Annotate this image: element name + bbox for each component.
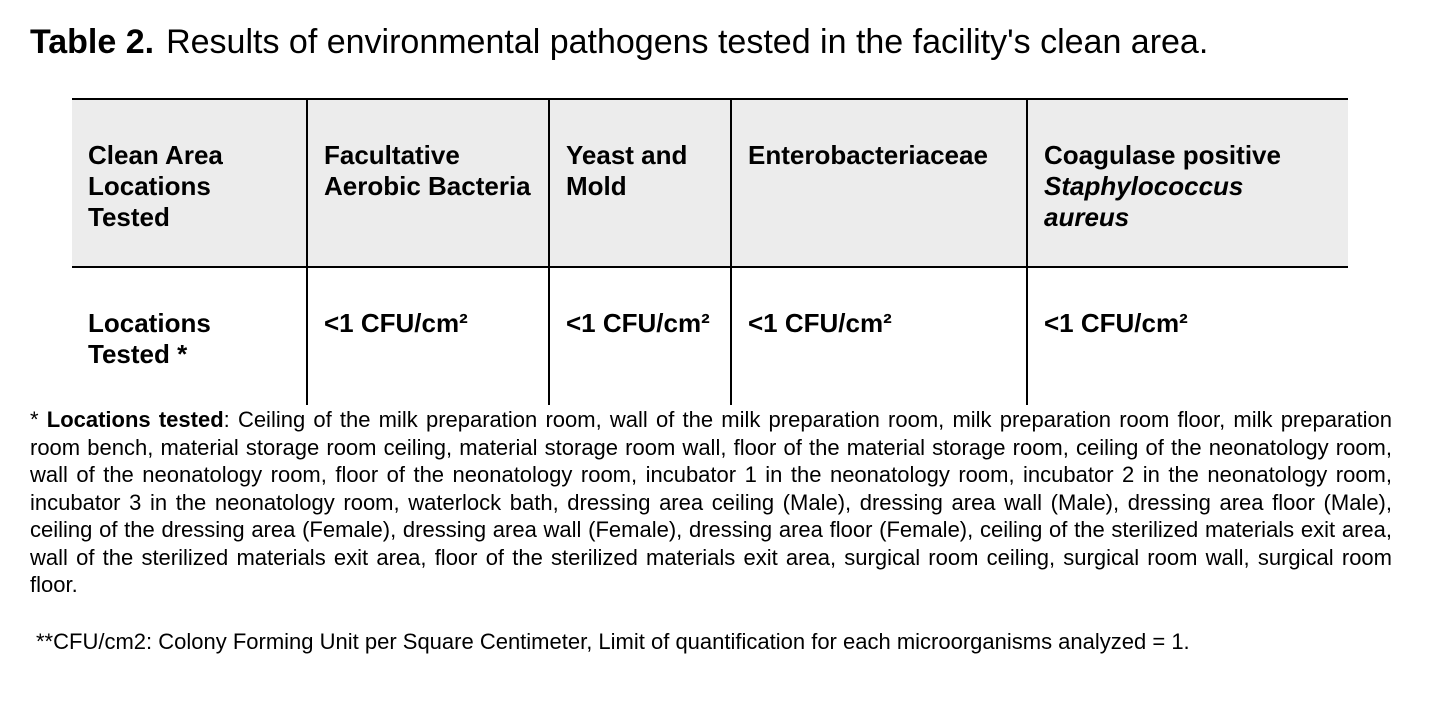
note-text: : Ceiling of the milk preparation room, wall of the milk preparation room, milk preparation room floor, milk preparation room bench, material storage room ceiling, material storage room wall, floor of the material storage room, ceiling of the neonatology room, wall of the neonatology room, floor of the neonatology room, incubator 1 in the neonatology room, incubator 2 in the neonatology room, incubator 3 in the neonatology room, waterlock bath, dressing area ceiling (Male), dressing area wall (Male), dressing area floor (Male), ceiling of the dressing area (Female), dressing area wall (Female), dressing area floor (Female), ceiling of the sterilized materials exit area, wall of the sterilized materials exit area, floor of the sterilized materials exit area, surgical room ceiling, surgical room wall, surgical room floor. <box>30 407 1392 597</box>
cfu-footnote: **CFU/cm2: Colony Forming Unit per Square Centimeter, Limit of quantification for each microorganisms analyzed = 1. <box>36 629 1190 654</box>
cell-enterobacteriaceae: <1 CFU/cm² <box>731 267 1027 405</box>
header-locations: Clean Area Locations Tested <box>72 99 307 267</box>
caption-label: Table 2. <box>30 23 155 61</box>
note-label: Locations tested <box>46 407 224 432</box>
header-yeast-and-mold: Yeast and Mold <box>549 99 731 267</box>
header-enterobacteriaceae: Enterobacteriaceae <box>731 99 1027 267</box>
cell-facultative-aerobic-bacteria: <1 CFU/cm² <box>307 267 549 405</box>
table-caption <box>30 20 1208 64</box>
note-prefix: * <box>30 407 47 432</box>
cell-yeast-and-mold: <1 CFU/cm² <box>549 267 731 405</box>
header-coagulase-text: Coagulase positive <box>1044 140 1281 170</box>
header-facultative-aerobic-bacteria: Facultative Aerobic Bacteria <box>307 99 549 267</box>
header-staph-italic: Staphylococcus aureus <box>1044 171 1244 232</box>
caption-text: Results of environmental pathogens tested in the facility's clean area. <box>166 23 1209 61</box>
results-table <box>72 98 1348 405</box>
row-label: Locations Tested * <box>72 267 307 405</box>
header-coagulase-positive-staph <box>1027 99 1348 267</box>
table-row <box>72 267 1348 405</box>
locations-note <box>30 406 1392 599</box>
header-row <box>72 99 1348 267</box>
cell-coagulase-positive-staph: <1 CFU/cm² <box>1027 267 1348 405</box>
